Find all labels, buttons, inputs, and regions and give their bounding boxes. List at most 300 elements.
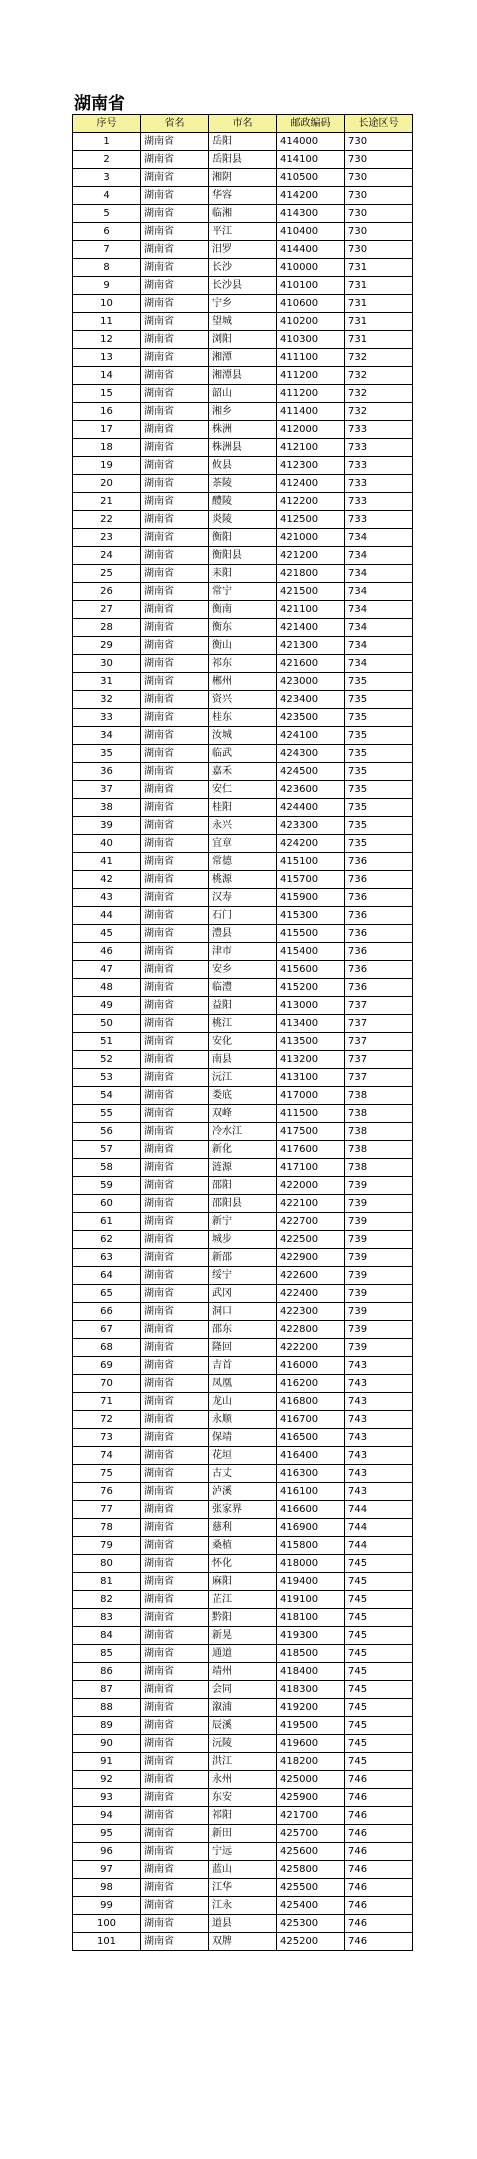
cell-index: 46 [73,943,141,961]
cell-city: 邵阳县 [209,1195,277,1213]
table-row [73,1645,413,1663]
cell-index: 83 [73,1609,141,1627]
cell-index: 87 [73,1681,141,1699]
cell-index: 48 [73,979,141,997]
table-row [73,331,413,349]
table-row [73,205,413,223]
cell-area-code: 730 [345,169,413,187]
cell-postal-code: 421100 [277,601,345,619]
cell-postal-code: 423000 [277,673,345,691]
cell-area-code: 743 [345,1411,413,1429]
cell-postal-code: 412400 [277,475,345,493]
cell-province: 湖南省 [141,1465,209,1483]
cell-postal-code: 415300 [277,907,345,925]
cell-index: 15 [73,385,141,403]
cell-area-code: 746 [345,1807,413,1825]
cell-area-code: 731 [345,313,413,331]
table-header [73,115,413,133]
table-row [73,673,413,691]
cell-index: 41 [73,853,141,871]
table-row [73,475,413,493]
cell-province: 湖南省 [141,1645,209,1663]
cell-index: 8 [73,259,141,277]
table-row [73,403,413,421]
cell-area-code: 736 [345,871,413,889]
cell-postal-code: 419100 [277,1591,345,1609]
cell-index: 33 [73,709,141,727]
cell-province: 湖南省 [141,151,209,169]
table-row [73,1735,413,1753]
cell-area-code: 735 [345,763,413,781]
table-row [73,1375,413,1393]
table-row [73,1897,413,1915]
cell-city: 湘阴 [209,169,277,187]
cell-area-code: 736 [345,925,413,943]
cell-area-code: 745 [345,1753,413,1771]
cell-province: 湖南省 [141,799,209,817]
cell-city: 宁远 [209,1843,277,1861]
cell-province: 湖南省 [141,1753,209,1771]
cell-province: 湖南省 [141,1069,209,1087]
cell-city: 桑植 [209,1537,277,1555]
cell-index: 62 [73,1231,141,1249]
cell-province: 湖南省 [141,1879,209,1897]
table-row [73,1087,413,1105]
cell-province: 湖南省 [141,1573,209,1591]
cell-city: 韶山 [209,385,277,403]
cell-city: 资兴 [209,691,277,709]
table-row [73,1771,413,1789]
cell-postal-code: 421200 [277,547,345,565]
cell-city: 龙山 [209,1393,277,1411]
table-row [73,1861,413,1879]
cell-area-code: 739 [345,1195,413,1213]
cell-area-code: 745 [345,1591,413,1609]
cell-index: 97 [73,1861,141,1879]
cell-province: 湖南省 [141,1843,209,1861]
cell-area-code: 736 [345,907,413,925]
table-row [73,565,413,583]
cell-index: 60 [73,1195,141,1213]
cell-postal-code: 417100 [277,1159,345,1177]
cell-index: 76 [73,1483,141,1501]
table-row [73,1591,413,1609]
table-row [73,1123,413,1141]
cell-index: 52 [73,1051,141,1069]
cell-province: 湖南省 [141,1627,209,1645]
cell-index: 13 [73,349,141,367]
cell-province: 湖南省 [141,1447,209,1465]
cell-area-code: 745 [345,1645,413,1663]
cell-province: 湖南省 [141,1771,209,1789]
cell-city: 溆浦 [209,1699,277,1717]
cell-postal-code: 419200 [277,1699,345,1717]
cell-city: 怀化 [209,1555,277,1573]
cell-index: 25 [73,565,141,583]
cell-area-code: 745 [345,1573,413,1591]
cell-index: 21 [73,493,141,511]
cell-city: 新田 [209,1825,277,1843]
cell-city: 桂阳 [209,799,277,817]
cell-postal-code: 415600 [277,961,345,979]
cell-postal-code: 419300 [277,1627,345,1645]
table-row [73,979,413,997]
cell-postal-code: 418400 [277,1663,345,1681]
cell-province: 湖南省 [141,1303,209,1321]
cell-index: 23 [73,529,141,547]
table-row [73,835,413,853]
cell-index: 6 [73,223,141,241]
cell-index: 99 [73,1897,141,1915]
cell-postal-code: 422700 [277,1213,345,1231]
cell-area-code: 743 [345,1447,413,1465]
table-row [73,295,413,313]
table-row [73,1573,413,1591]
cell-province: 湖南省 [141,871,209,889]
cell-area-code: 730 [345,151,413,169]
cell-city: 张家界 [209,1501,277,1519]
cell-postal-code: 413400 [277,1015,345,1033]
cell-index: 49 [73,997,141,1015]
table-row [73,1321,413,1339]
cell-city: 新化 [209,1141,277,1159]
cell-index: 29 [73,637,141,655]
cell-area-code: 746 [345,1789,413,1807]
cell-index: 47 [73,961,141,979]
cell-index: 98 [73,1879,141,1897]
cell-city: 城步 [209,1231,277,1249]
cell-area-code: 731 [345,295,413,313]
cell-province: 湖南省 [141,1933,209,1951]
cell-province: 湖南省 [141,403,209,421]
cell-area-code: 735 [345,709,413,727]
table-row [73,1609,413,1627]
cell-index: 74 [73,1447,141,1465]
cell-city: 花垣 [209,1447,277,1465]
table-row [73,1501,413,1519]
cell-area-code: 744 [345,1537,413,1555]
cell-province: 湖南省 [141,691,209,709]
cell-city: 株洲县 [209,439,277,457]
cell-postal-code: 422500 [277,1231,345,1249]
cell-city: 耒阳 [209,565,277,583]
cell-city: 邵阳 [209,1177,277,1195]
cell-province: 湖南省 [141,529,209,547]
cell-area-code: 736 [345,853,413,871]
cell-index: 71 [73,1393,141,1411]
cell-index: 28 [73,619,141,637]
cell-postal-code: 423300 [277,817,345,835]
cell-area-code: 739 [345,1249,413,1267]
table-row [73,1213,413,1231]
cell-province: 湖南省 [141,673,209,691]
cell-index: 82 [73,1591,141,1609]
cell-city: 衡山 [209,637,277,655]
cell-province: 湖南省 [141,1015,209,1033]
cell-province: 湖南省 [141,1105,209,1123]
cell-city: 娄底 [209,1087,277,1105]
table-body [73,133,413,1951]
table-row [73,1717,413,1735]
cell-province: 湖南省 [141,1213,209,1231]
cell-postal-code: 415800 [277,1537,345,1555]
cell-postal-code: 424500 [277,763,345,781]
cell-city: 冷水江 [209,1123,277,1141]
table-row [73,583,413,601]
cell-area-code: 739 [345,1213,413,1231]
cell-postal-code: 422600 [277,1267,345,1285]
cell-postal-code: 421800 [277,565,345,583]
cell-city: 江华 [209,1879,277,1897]
cell-index: 88 [73,1699,141,1717]
cell-city: 慈利 [209,1519,277,1537]
table-row [73,1789,413,1807]
table-row [73,385,413,403]
cell-city: 道县 [209,1915,277,1933]
cell-province: 湖南省 [141,1375,209,1393]
cell-index: 63 [73,1249,141,1267]
cell-city: 汉寿 [209,889,277,907]
cell-index: 70 [73,1375,141,1393]
cell-postal-code: 414000 [277,133,345,151]
cell-area-code: 744 [345,1519,413,1537]
cell-index: 19 [73,457,141,475]
cell-province: 湖南省 [141,259,209,277]
cell-postal-code: 423400 [277,691,345,709]
cell-postal-code: 414300 [277,205,345,223]
cell-city: 麻阳 [209,1573,277,1591]
cell-area-code: 745 [345,1717,413,1735]
cell-index: 22 [73,511,141,529]
cell-province: 湖南省 [141,1735,209,1753]
cell-city: 安乡 [209,961,277,979]
table-row [73,277,413,295]
cell-province: 湖南省 [141,925,209,943]
cell-city: 津市 [209,943,277,961]
cell-area-code: 735 [345,727,413,745]
cell-city: 衡阳 [209,529,277,547]
cell-province: 湖南省 [141,817,209,835]
table-row [73,151,413,169]
header-city: 市名 [209,115,277,133]
cell-city: 嘉禾 [209,763,277,781]
cell-province: 湖南省 [141,907,209,925]
cell-area-code: 746 [345,1897,413,1915]
cell-area-code: 735 [345,745,413,763]
cell-index: 14 [73,367,141,385]
cell-index: 37 [73,781,141,799]
table-row [73,763,413,781]
cell-area-code: 743 [345,1429,413,1447]
cell-city: 攸县 [209,457,277,475]
cell-city: 南县 [209,1051,277,1069]
cell-area-code: 743 [345,1393,413,1411]
cell-postal-code: 413200 [277,1051,345,1069]
cell-city: 武冈 [209,1285,277,1303]
cell-city: 沅江 [209,1069,277,1087]
table-row [73,1357,413,1375]
cell-city: 岳阳 [209,133,277,151]
cell-province: 湖南省 [141,475,209,493]
cell-area-code: 735 [345,835,413,853]
cell-index: 57 [73,1141,141,1159]
cell-province: 湖南省 [141,1357,209,1375]
cell-index: 45 [73,925,141,943]
cell-index: 68 [73,1339,141,1357]
cell-postal-code: 416600 [277,1501,345,1519]
cell-area-code: 745 [345,1609,413,1627]
cell-area-code: 739 [345,1177,413,1195]
table-row [73,619,413,637]
cell-index: 5 [73,205,141,223]
cell-postal-code: 411200 [277,367,345,385]
cell-province: 湖南省 [141,583,209,601]
table-row [73,1843,413,1861]
cell-area-code: 735 [345,691,413,709]
cell-city: 洪江 [209,1753,277,1771]
cell-postal-code: 415900 [277,889,345,907]
cell-index: 61 [73,1213,141,1231]
cell-index: 2 [73,151,141,169]
cell-province: 湖南省 [141,1717,209,1735]
cell-index: 17 [73,421,141,439]
cell-index: 93 [73,1789,141,1807]
cell-postal-code: 416300 [277,1465,345,1483]
cell-province: 湖南省 [141,1393,209,1411]
cell-province: 湖南省 [141,241,209,259]
cell-postal-code: 421600 [277,655,345,673]
cell-index: 39 [73,817,141,835]
cell-index: 18 [73,439,141,457]
table-row [73,1699,413,1717]
cell-province: 湖南省 [141,439,209,457]
cell-index: 12 [73,331,141,349]
cell-city: 凤凰 [209,1375,277,1393]
table-row [73,1879,413,1897]
cell-area-code: 738 [345,1123,413,1141]
cell-postal-code: 410400 [277,223,345,241]
cell-province: 湖南省 [141,1033,209,1051]
cell-city: 保靖 [209,1429,277,1447]
cell-postal-code: 412500 [277,511,345,529]
cell-postal-code: 416400 [277,1447,345,1465]
cell-index: 67 [73,1321,141,1339]
cell-province: 湖南省 [141,1321,209,1339]
cell-postal-code: 423500 [277,709,345,727]
cell-index: 94 [73,1807,141,1825]
cell-province: 湖南省 [141,979,209,997]
cell-postal-code: 416700 [277,1411,345,1429]
cell-index: 35 [73,745,141,763]
table-row [73,349,413,367]
cell-area-code: 746 [345,1825,413,1843]
cell-index: 90 [73,1735,141,1753]
table-row [73,133,413,151]
cell-city: 汝城 [209,727,277,745]
cell-province: 湖南省 [141,1267,209,1285]
cell-city: 绥宁 [209,1267,277,1285]
cell-area-code: 736 [345,943,413,961]
cell-city: 常德 [209,853,277,871]
table-row [73,1663,413,1681]
cell-province: 湖南省 [141,853,209,871]
cell-city: 衡南 [209,601,277,619]
cell-city: 江永 [209,1897,277,1915]
cell-city: 祁阳 [209,1807,277,1825]
table-row [73,1447,413,1465]
cell-postal-code: 425700 [277,1825,345,1843]
table-row [73,655,413,673]
cell-province: 湖南省 [141,457,209,475]
cell-city: 新邵 [209,1249,277,1267]
cell-index: 92 [73,1771,141,1789]
cell-area-code: 735 [345,781,413,799]
cell-index: 51 [73,1033,141,1051]
cell-postal-code: 412200 [277,493,345,511]
cell-postal-code: 416000 [277,1357,345,1375]
cell-province: 湖南省 [141,367,209,385]
table-row [73,187,413,205]
cell-city: 华容 [209,187,277,205]
cell-index: 10 [73,295,141,313]
cell-postal-code: 413500 [277,1033,345,1051]
cell-province: 湖南省 [141,1339,209,1357]
cell-city: 永州 [209,1771,277,1789]
cell-province: 湖南省 [141,1123,209,1141]
cell-postal-code: 414400 [277,241,345,259]
cell-index: 80 [73,1555,141,1573]
table-row [73,241,413,259]
cell-index: 96 [73,1843,141,1861]
cell-postal-code: 422300 [277,1303,345,1321]
cell-postal-code: 410500 [277,169,345,187]
cell-city: 会同 [209,1681,277,1699]
cell-postal-code: 415100 [277,853,345,871]
cell-province: 湖南省 [141,349,209,367]
cell-index: 3 [73,169,141,187]
cell-postal-code: 425800 [277,1861,345,1879]
cell-area-code: 744 [345,1501,413,1519]
table-row [73,169,413,187]
cell-province: 湖南省 [141,619,209,637]
cell-city: 衡阳县 [209,547,277,565]
cell-area-code: 732 [345,385,413,403]
cell-province: 湖南省 [141,835,209,853]
cell-area-code: 730 [345,133,413,151]
cell-province: 湖南省 [141,1789,209,1807]
cell-index: 69 [73,1357,141,1375]
cell-postal-code: 422900 [277,1249,345,1267]
cell-postal-code: 421000 [277,529,345,547]
table-row [73,1519,413,1537]
cell-index: 95 [73,1825,141,1843]
cell-province: 湖南省 [141,1159,209,1177]
cell-city: 涟源 [209,1159,277,1177]
cell-area-code: 735 [345,817,413,835]
cell-city: 平江 [209,223,277,241]
cell-postal-code: 414200 [277,187,345,205]
cell-postal-code: 413100 [277,1069,345,1087]
table-row [73,1555,413,1573]
cell-area-code: 743 [345,1357,413,1375]
cell-city: 宜章 [209,835,277,853]
table-row [73,691,413,709]
cell-area-code: 737 [345,1051,413,1069]
table-row [73,1393,413,1411]
cell-index: 77 [73,1501,141,1519]
cell-index: 7 [73,241,141,259]
cell-province: 湖南省 [141,1195,209,1213]
